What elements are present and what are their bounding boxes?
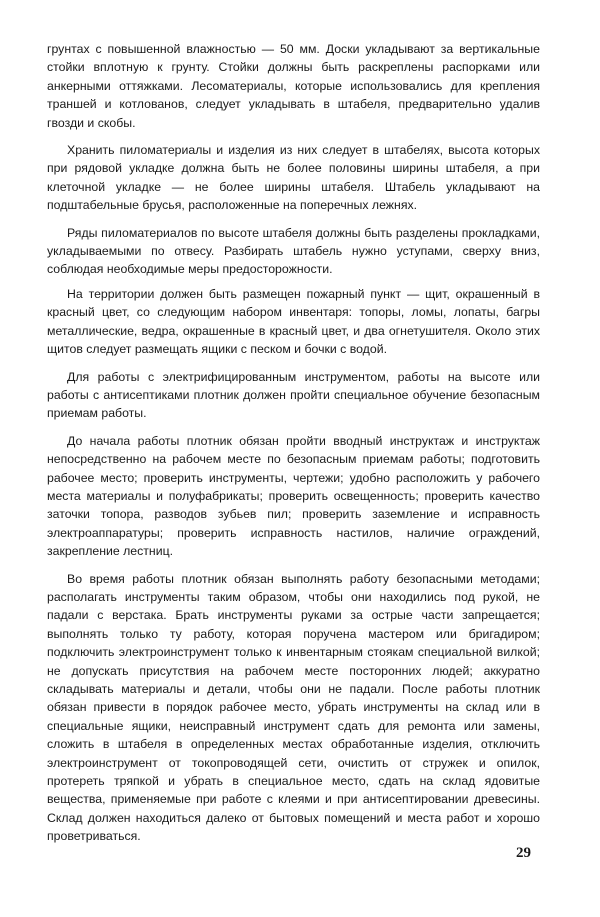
page-number: 29 [516,845,531,861]
paragraph-before-work: До начала работы плотник обязан пройти вводный инструктаж и инструктаж непосредственно на рабочем месте по безопасным приемам работы; подготовить рабочее место; проверить инструменты, чертежи; удобно расположить у рабочего места материалы и полуфабрикаты; проверить освещенность; проверить качество заточки топора, разводов зубьев пил; проверить заземление и исправность электроаппаратуры; проверить исправность настилов, наличие ограждений, закрепление лестниц. [47,433,540,559]
page-text [47,40,540,846]
paragraph-special-training: Для работы с электрифицированным инструментом, работы на высоте или работы с антисептиками плотник должен пройти специальное обучение безопасным приемам работы. [47,369,540,421]
paragraph-stacking-rules: Хранить пиломатериалы и изделия из них следует в штабелях, высота которых при рядовой укладке должна быть не более половины ширины штабеля, а при клеточной укладке — не более ширины штабеля. Штабель укладывают на подштабельные брусья, расположенные на поперечных лежнях. [47,143,540,213]
paragraph-fire-point: На территории должен быть размещен пожарный пункт — щит, окрашенный в красный цвет, со следующим набором инвентаря: топоры, ломы, лопаты, багры металлические, ведра, окрашенные в красный цвет, и два огнетушителя. Около этих щитов следует размещать ящики с песком и бочки с водой. [47,286,540,357]
paragraph-lumber-storage-trenches: грунтах с повышенной влажностью — 50 мм. Доски укладывают за вертикальные стойки вплотную к грунту. Стойки должны быть раскреплены распорками или анкерными оттяжками. Лесоматериалы, которые использовались для крепления траншей и котлованов, следует укладывать в штабеля, предварительно удалив гвозди и скобы. [47,42,540,130]
paragraph-during-after-work: Во время работы плотник обязан выполнять работу безопасными методами; располагать инструменты таким образом, чтобы они находились под рукой, не падали с верстака. Брать инструменты руками за острые части запрещается; выполнять только ту работу, которая поручена мастером или бригадиром; подключить электроинструмент только к инвентарным стоякам специальной вилкой; не допускать присутствия на рабочем месте посторонних людей; аккуратно складывать материалы и детали, чтобы они не падали. После работы плотник обязан привести в порядок рабочее место, убрать инструменты на склад или в специальные ящики, неисправный инструмент сдать для ремонта или замены, сложить в штабеля в определенных местах обработанные изделия, отключить электроинструмент от токопроводящей сети, очистить от стружек и опилок, протереть тряпкой и убрать в специальное место, сдать на склад ядовитые вещества, применяемые при работе с клеями и при антисептировании древесины. Склад должен находиться далеко от бытовых помещений и места работ и хорошо проветриваться. [47,571,540,844]
paragraph-stack-separation: Ряды пиломатериалов по высоте штабеля должны быть разделены прокладками, укладываемыми по отвесу. Разбирать штабель нужно уступами, сверху вниз, соблюдая необходимые меры предосторожности. [47,225,540,277]
